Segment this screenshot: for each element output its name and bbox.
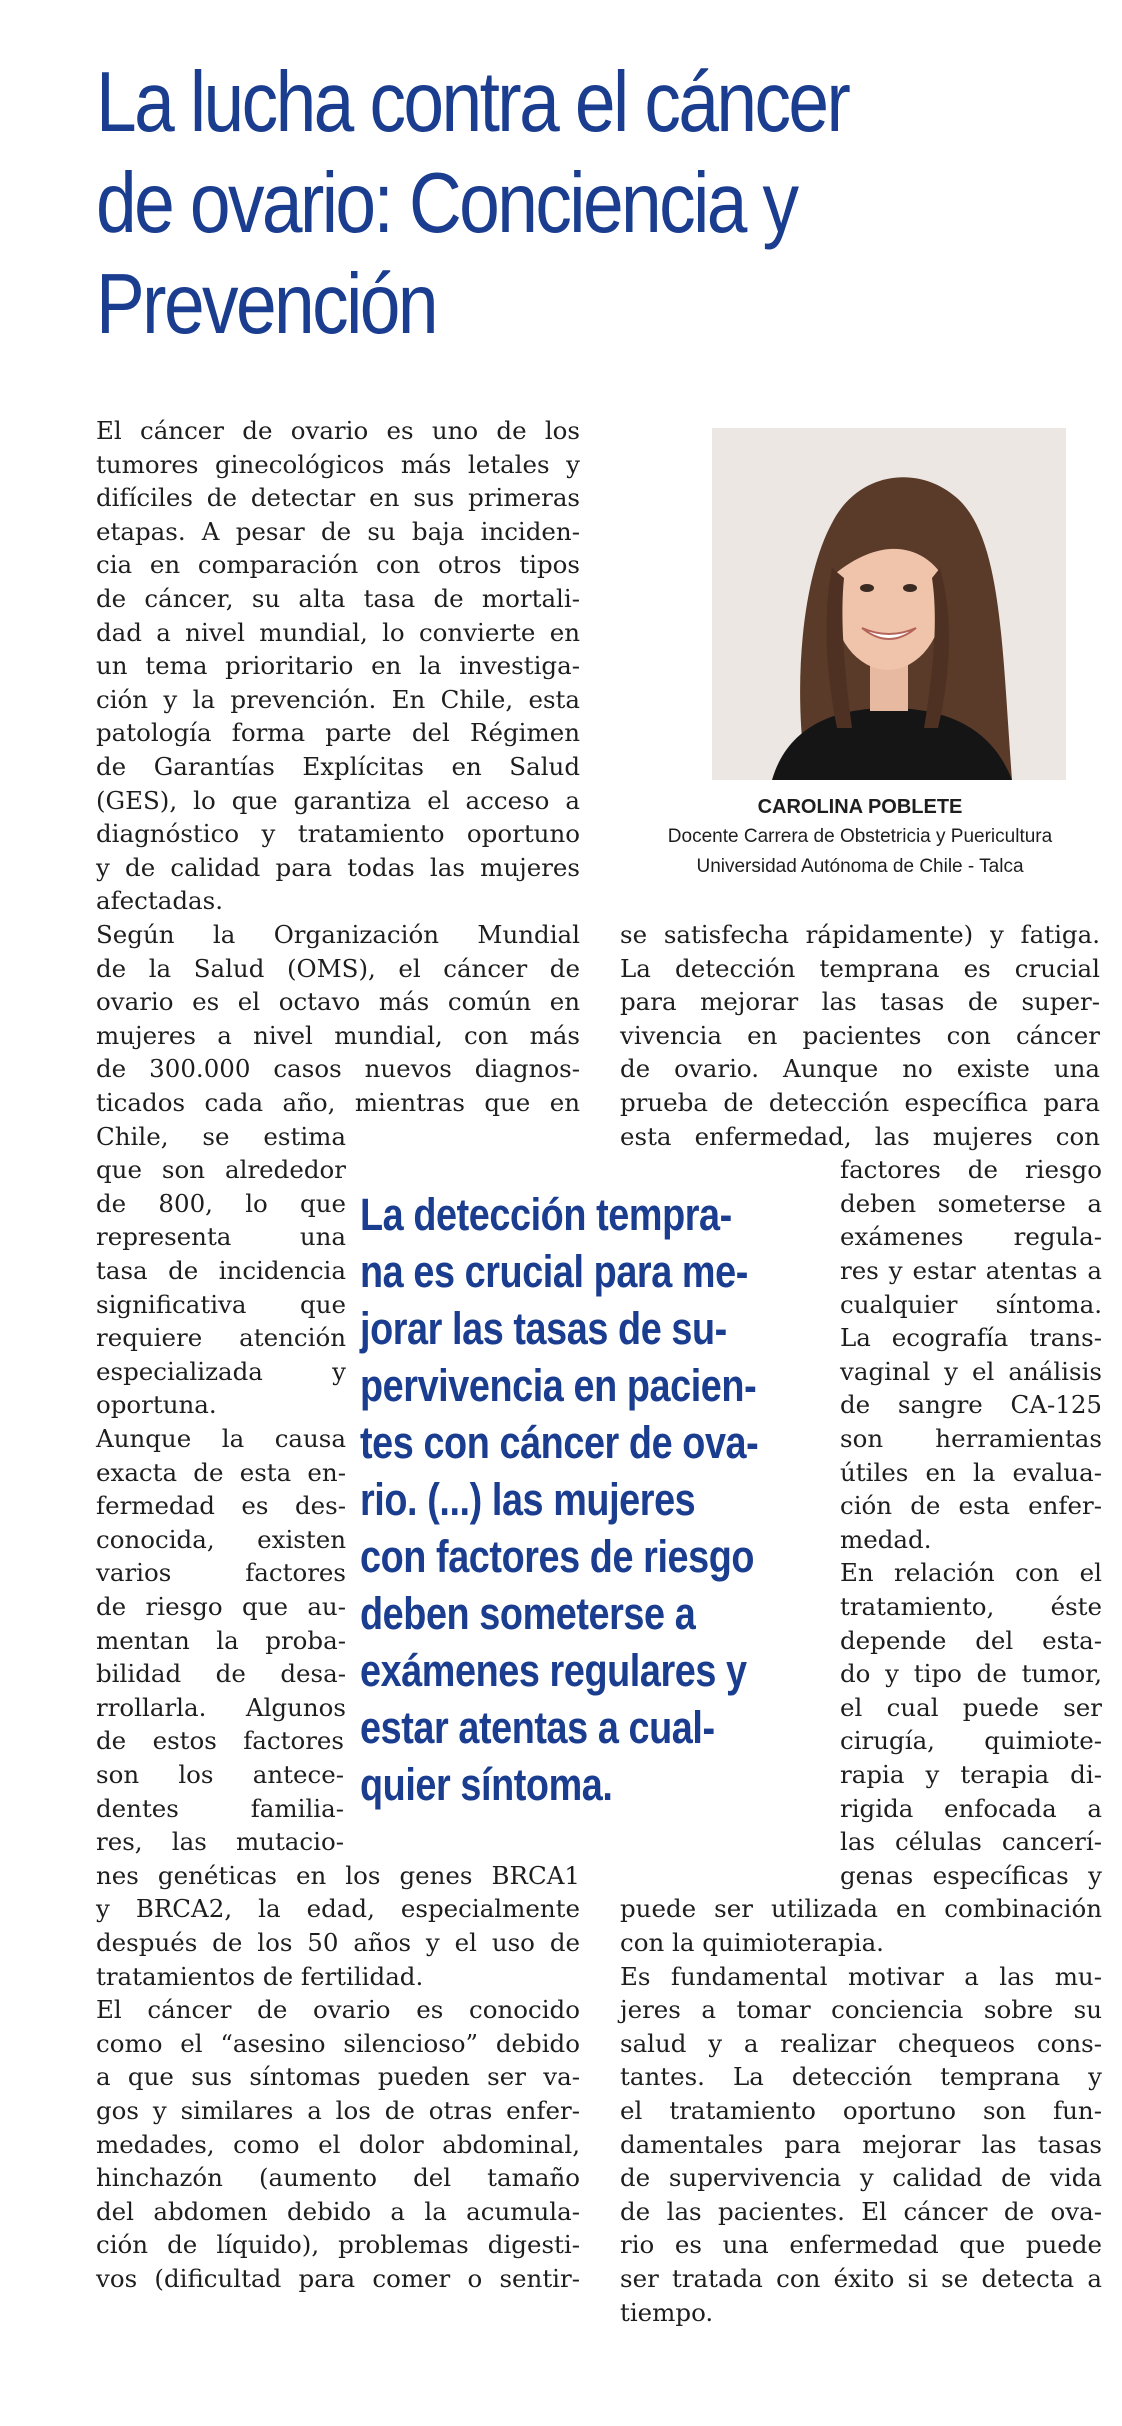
text-line: son herramientas bbox=[840, 1424, 1102, 1453]
headline-line: Prevención bbox=[96, 257, 436, 352]
text-line: Según la Organización Mundial bbox=[96, 920, 580, 949]
text-line: significativa que bbox=[96, 1289, 346, 1319]
text-line: las células cancerí- bbox=[840, 1827, 1102, 1857]
author-role: Docente Carrera de Obstetricia y Puericultura bbox=[667, 826, 1053, 847]
text-line: se satisfecha rápidamente) y fatiga. bbox=[620, 920, 1100, 949]
text-line: damentales para mejorar las tasas bbox=[620, 2129, 1102, 2159]
text-line: con la quimioterapia. bbox=[620, 1928, 884, 1957]
text-line: y de calidad para todas las mujeres bbox=[96, 852, 580, 882]
text-line: Aunque la causa bbox=[96, 1424, 346, 1453]
text-line: El cáncer de ovario es uno de los bbox=[96, 416, 580, 445]
text-line: difíciles de detectar en sus primeras bbox=[96, 483, 580, 513]
author-portrait-illustration bbox=[712, 428, 1066, 780]
text-line: rapia y terapia di- bbox=[840, 1760, 1102, 1789]
text-line: especializada y bbox=[96, 1356, 346, 1386]
pull-quote-line: na es crucial para me- bbox=[360, 1246, 748, 1297]
text-line: tasa de incidencia bbox=[96, 1256, 346, 1285]
text-line: cia en comparación con otros tipos bbox=[96, 550, 580, 580]
text-line: de ovario. Aunque no existe una bbox=[620, 1054, 1100, 1084]
text-line: (GES), lo que garantiza el acceso a bbox=[96, 785, 580, 815]
text-line: vaginal y el análisis bbox=[840, 1356, 1102, 1386]
text-line: a que sus síntomas pueden ser va- bbox=[96, 2062, 580, 2092]
text-line: dentes familia- bbox=[96, 1793, 344, 1823]
text-line: fermedad es des- bbox=[96, 1491, 346, 1521]
pull-quote-line: jorar las tasas de su- bbox=[360, 1303, 727, 1354]
pull-quote-line: quier síntoma. bbox=[360, 1759, 613, 1810]
text-line: útiles en la evalua- bbox=[840, 1457, 1102, 1487]
text-line: de estos factores bbox=[96, 1726, 344, 1756]
text-line: rrollarla. Algunos bbox=[96, 1692, 346, 1722]
text-line: para mejorar las tasas de super- bbox=[620, 987, 1100, 1017]
text-line: de la Salud (OMS), el cáncer de bbox=[96, 953, 580, 983]
pull-quote-line: pervivencia en pacien- bbox=[360, 1360, 757, 1411]
text-line: representa una bbox=[96, 1222, 346, 1252]
text-line: tantes. La detección temprana y bbox=[620, 2062, 1102, 2092]
text-line: oportuna. bbox=[96, 1390, 217, 1420]
text-line: gos y similares a los de otras enfer- bbox=[96, 2096, 580, 2125]
pull-quote-line: exámenes regulares y bbox=[360, 1645, 747, 1696]
text-line: exacta de esta en- bbox=[96, 1457, 346, 1487]
text-line: etapas. A pesar de su baja inciden- bbox=[96, 516, 580, 546]
pull-quote-line: deben someterse a bbox=[360, 1588, 696, 1639]
text-line: del abdomen debido a la acumula- bbox=[96, 2196, 580, 2226]
headline-line: de ovario: Conciencia y bbox=[96, 156, 797, 251]
text-line: de 800, lo que bbox=[96, 1188, 346, 1218]
text-line: tratamientos de fertilidad. bbox=[96, 1961, 424, 1991]
text-line: un tema prioritario en la investiga- bbox=[96, 651, 580, 681]
text-line: que son alrededor bbox=[96, 1155, 346, 1185]
text-line: patología forma parte del Régimen bbox=[96, 718, 580, 748]
text-line: cualquier síntoma. bbox=[840, 1289, 1102, 1319]
text-line: salud y a realizar chequeos cons- bbox=[620, 2028, 1102, 2058]
text-line: exámenes regula- bbox=[840, 1222, 1102, 1252]
author-photo bbox=[712, 428, 1066, 780]
pull-quote-line: estar atentas a cual- bbox=[360, 1702, 715, 1753]
text-line: diagnóstico y tratamiento oportuno bbox=[96, 819, 580, 849]
text-line: el tratamiento oportuno son fun- bbox=[620, 2096, 1102, 2125]
text-line: son los antece- bbox=[96, 1760, 344, 1789]
text-line: tiempo. bbox=[620, 2297, 714, 2327]
text-line: rigida enfocada a bbox=[840, 1793, 1102, 1823]
text-line: bilidad de desa- bbox=[96, 1659, 346, 1689]
text-line: dad a nivel mundial, lo convierte en bbox=[96, 617, 580, 647]
pull-quote-line: La detección tempra- bbox=[360, 1189, 732, 1240]
text-line: medad. bbox=[840, 1524, 932, 1554]
pull-quote-line: rio. (...) las mujeres bbox=[360, 1474, 696, 1525]
text-line: cirugía, quimiote- bbox=[840, 1726, 1102, 1756]
text-line: esta enfermedad, las mujeres con bbox=[620, 1121, 1100, 1151]
text-line: el cual puede ser bbox=[840, 1692, 1102, 1722]
text-line: En relación con el bbox=[840, 1558, 1102, 1588]
text-line: Chile, se estima bbox=[96, 1121, 346, 1151]
text-line: genas específicas y bbox=[840, 1860, 1102, 1890]
text-line: nes genéticas en los genes BRCA1 bbox=[96, 1860, 580, 1890]
text-line: depende del esta- bbox=[840, 1625, 1102, 1655]
headline-line: La lucha contra el cáncer bbox=[96, 55, 849, 150]
text-line: mujeres a nivel mundial, con más bbox=[96, 1020, 580, 1050]
text-line: La detección temprana es crucial bbox=[620, 953, 1100, 983]
text-line: vos (dificultad para comer o sentir- bbox=[96, 2264, 580, 2293]
text-line: res y estar atentas a bbox=[840, 1256, 1102, 1285]
text-line: afectadas. bbox=[96, 886, 223, 916]
text-line: do y tipo de tumor, bbox=[840, 1659, 1102, 1689]
text-line: La ecografía trans- bbox=[840, 1323, 1102, 1353]
author-name: CAROLINA POBLETE bbox=[757, 796, 963, 818]
text-line: tratamiento, éste bbox=[840, 1592, 1102, 1621]
text-line: de sangre CA-125 bbox=[840, 1390, 1102, 1420]
text-line: ción y la prevención. En Chile, esta bbox=[96, 684, 580, 714]
text-line: ción de líquido), problemas digesti- bbox=[96, 2230, 580, 2260]
text-line: de cáncer, su alta tasa de mortali- bbox=[96, 584, 580, 613]
text-line: de riesgo que au- bbox=[96, 1592, 346, 1621]
text-line: puede ser utilizada en combinación bbox=[620, 1894, 1102, 1924]
text-line: de supervivencia y calidad de vida bbox=[620, 2163, 1102, 2193]
text-line: conocida, existen bbox=[96, 1524, 346, 1554]
text-line: de 300.000 casos nuevos diagnos- bbox=[96, 1054, 580, 1084]
text-line: hinchazón (aumento del tamaño bbox=[96, 2163, 580, 2193]
article-headline bbox=[96, 52, 956, 355]
text-line: mentan la proba- bbox=[96, 1625, 346, 1655]
text-line: de las pacientes. El cáncer de ova- bbox=[620, 2196, 1102, 2226]
text-line: deben someterse a bbox=[840, 1188, 1102, 1218]
text-line: después de los 50 años y el uso de bbox=[96, 1928, 580, 1957]
text-line: prueba de detección específica para bbox=[620, 1088, 1100, 1117]
text-line: como el “asesino silencioso” debido bbox=[96, 2028, 580, 2058]
text-line: medades, como el dolor abdominal, bbox=[96, 2129, 580, 2159]
text-line: varios factores bbox=[96, 1558, 346, 1588]
text-line: ser tratada con éxito si se detecta a bbox=[620, 2264, 1102, 2293]
text-line: de Garantías Explícitas en Salud bbox=[96, 752, 580, 781]
author-university: Universidad Autónoma de Chile - Talca bbox=[696, 856, 1024, 877]
text-line: rio es una enfermedad que puede bbox=[620, 2230, 1102, 2260]
text-line: res, las mutacio- bbox=[96, 1827, 344, 1857]
text-line: El cáncer de ovario es conocido bbox=[96, 1995, 580, 2025]
text-line: ticados cada año, mientras que en bbox=[96, 1088, 580, 1117]
text-line: y BRCA2, la edad, especialmente bbox=[96, 1894, 580, 1924]
text-line: Es fundamental motivar a las mu- bbox=[620, 1961, 1102, 1991]
text-line: requiere atención bbox=[96, 1323, 346, 1353]
text-line: ción de esta enfer- bbox=[840, 1491, 1102, 1521]
text-line: ovario es el octavo más común en bbox=[96, 987, 580, 1017]
text-line: vivencia en pacientes con cáncer bbox=[620, 1020, 1100, 1050]
pull-quote-line: tes con cáncer de ova- bbox=[360, 1417, 759, 1468]
pull-quote-line: con factores de riesgo bbox=[360, 1531, 755, 1582]
text-line: jeres a tomar conciencia sobre su bbox=[620, 1995, 1102, 2025]
text-line: factores de riesgo bbox=[840, 1155, 1102, 1185]
text-line: tumores ginecológicos más letales y bbox=[96, 449, 580, 479]
